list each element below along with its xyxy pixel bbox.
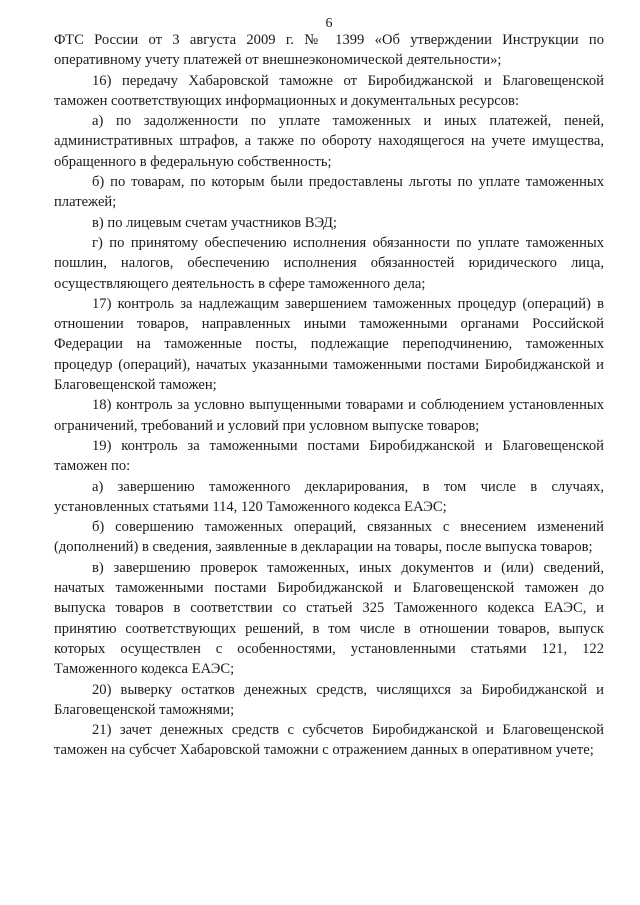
paragraph: 16) передачу Хабаровской таможне от Биробиджанской и Благовещенской таможен соответствующих информационных и документальных ресурсов:: [54, 72, 604, 109]
paragraph: в) завершению проверок таможенных, иных документов и (или) сведений, начатых таможенными постами Биробиджанской и Благовещенской таможен до выпуска товаров в соответствии со статьей 325 Таможенного кодекса ЕАЭС, и принятию соответствующих решений, в том числе в отношении товаров, выпуск которых осуществлен с особенностями, установленными статьями 121, 122 Таможенного кодекса ЕАЭС;: [54, 559, 604, 678]
paragraph: а) по задолженности по уплате таможенных и иных платежей, пеней, административных штрафов, а также по обороту находящегося на учете имущества, обращенного в федеральную собственность;: [54, 113, 604, 170]
paragraph: а) завершению таможенного декларирования, в том числе в случаях, установленных статьями 114, 120 Таможенного кодекса ЕАЭС;: [54, 478, 604, 515]
paragraph: в) по лицевым счетам участников ВЭД;: [92, 214, 337, 231]
paragraph: 21) зачет денежных средств с субсчетов Биробиджанской и Благовещенской таможен на субсчет Хабаровской таможни с отражением данных в оперативном учете;: [54, 722, 604, 759]
paragraph: 17) контроль за надлежащим завершением таможенных процедур (операций) в отношении товаров, направленных иными таможенными органами Российской Федерации на таможенные посты, подлежащие переподчинению, таможенных процедур (операций), начатых указанными таможенными постами Биробиджанской и Благовещенской таможен;: [54, 295, 604, 394]
page-number: 6: [325, 16, 333, 31]
paragraph: 20) выверку остатков денежных средств, числящихся за Биробиджанской и Благовещенской таможнями;: [54, 681, 604, 718]
paragraph: ФТС России от 3 августа 2009 г. № 1399 «Об утверждении Инструкции по оперативному учету платежей от внешнеэкономической деятельности»;: [54, 32, 604, 69]
paragraph: 19) контроль за таможенными постами Биробиджанской и Благовещенской таможен по:: [54, 437, 604, 475]
paragraph: б) по товарам, по которым были предоставлены льготы по уплате таможенных платежей;: [54, 174, 604, 211]
document-body: [54, 30, 604, 761]
paragraph: б) совершению таможенных операций, связанных с внесением изменений (дополнений) в сведения, заявленные в декларации на товары, после выпуска товаров;: [54, 519, 604, 556]
paragraph: 18) контроль за условно выпущенными товарами и соблюдением установленных ограничений, требований и условий при условном выпуске товаров;: [54, 397, 604, 434]
paragraph: г) по принятому обеспечению исполнения обязанности по уплате таможенных пошлин, налогов, обеспечению исполнения обязанностей юридического лица, осуществляющего деятельность в сфере таможенного дела;: [54, 234, 604, 292]
